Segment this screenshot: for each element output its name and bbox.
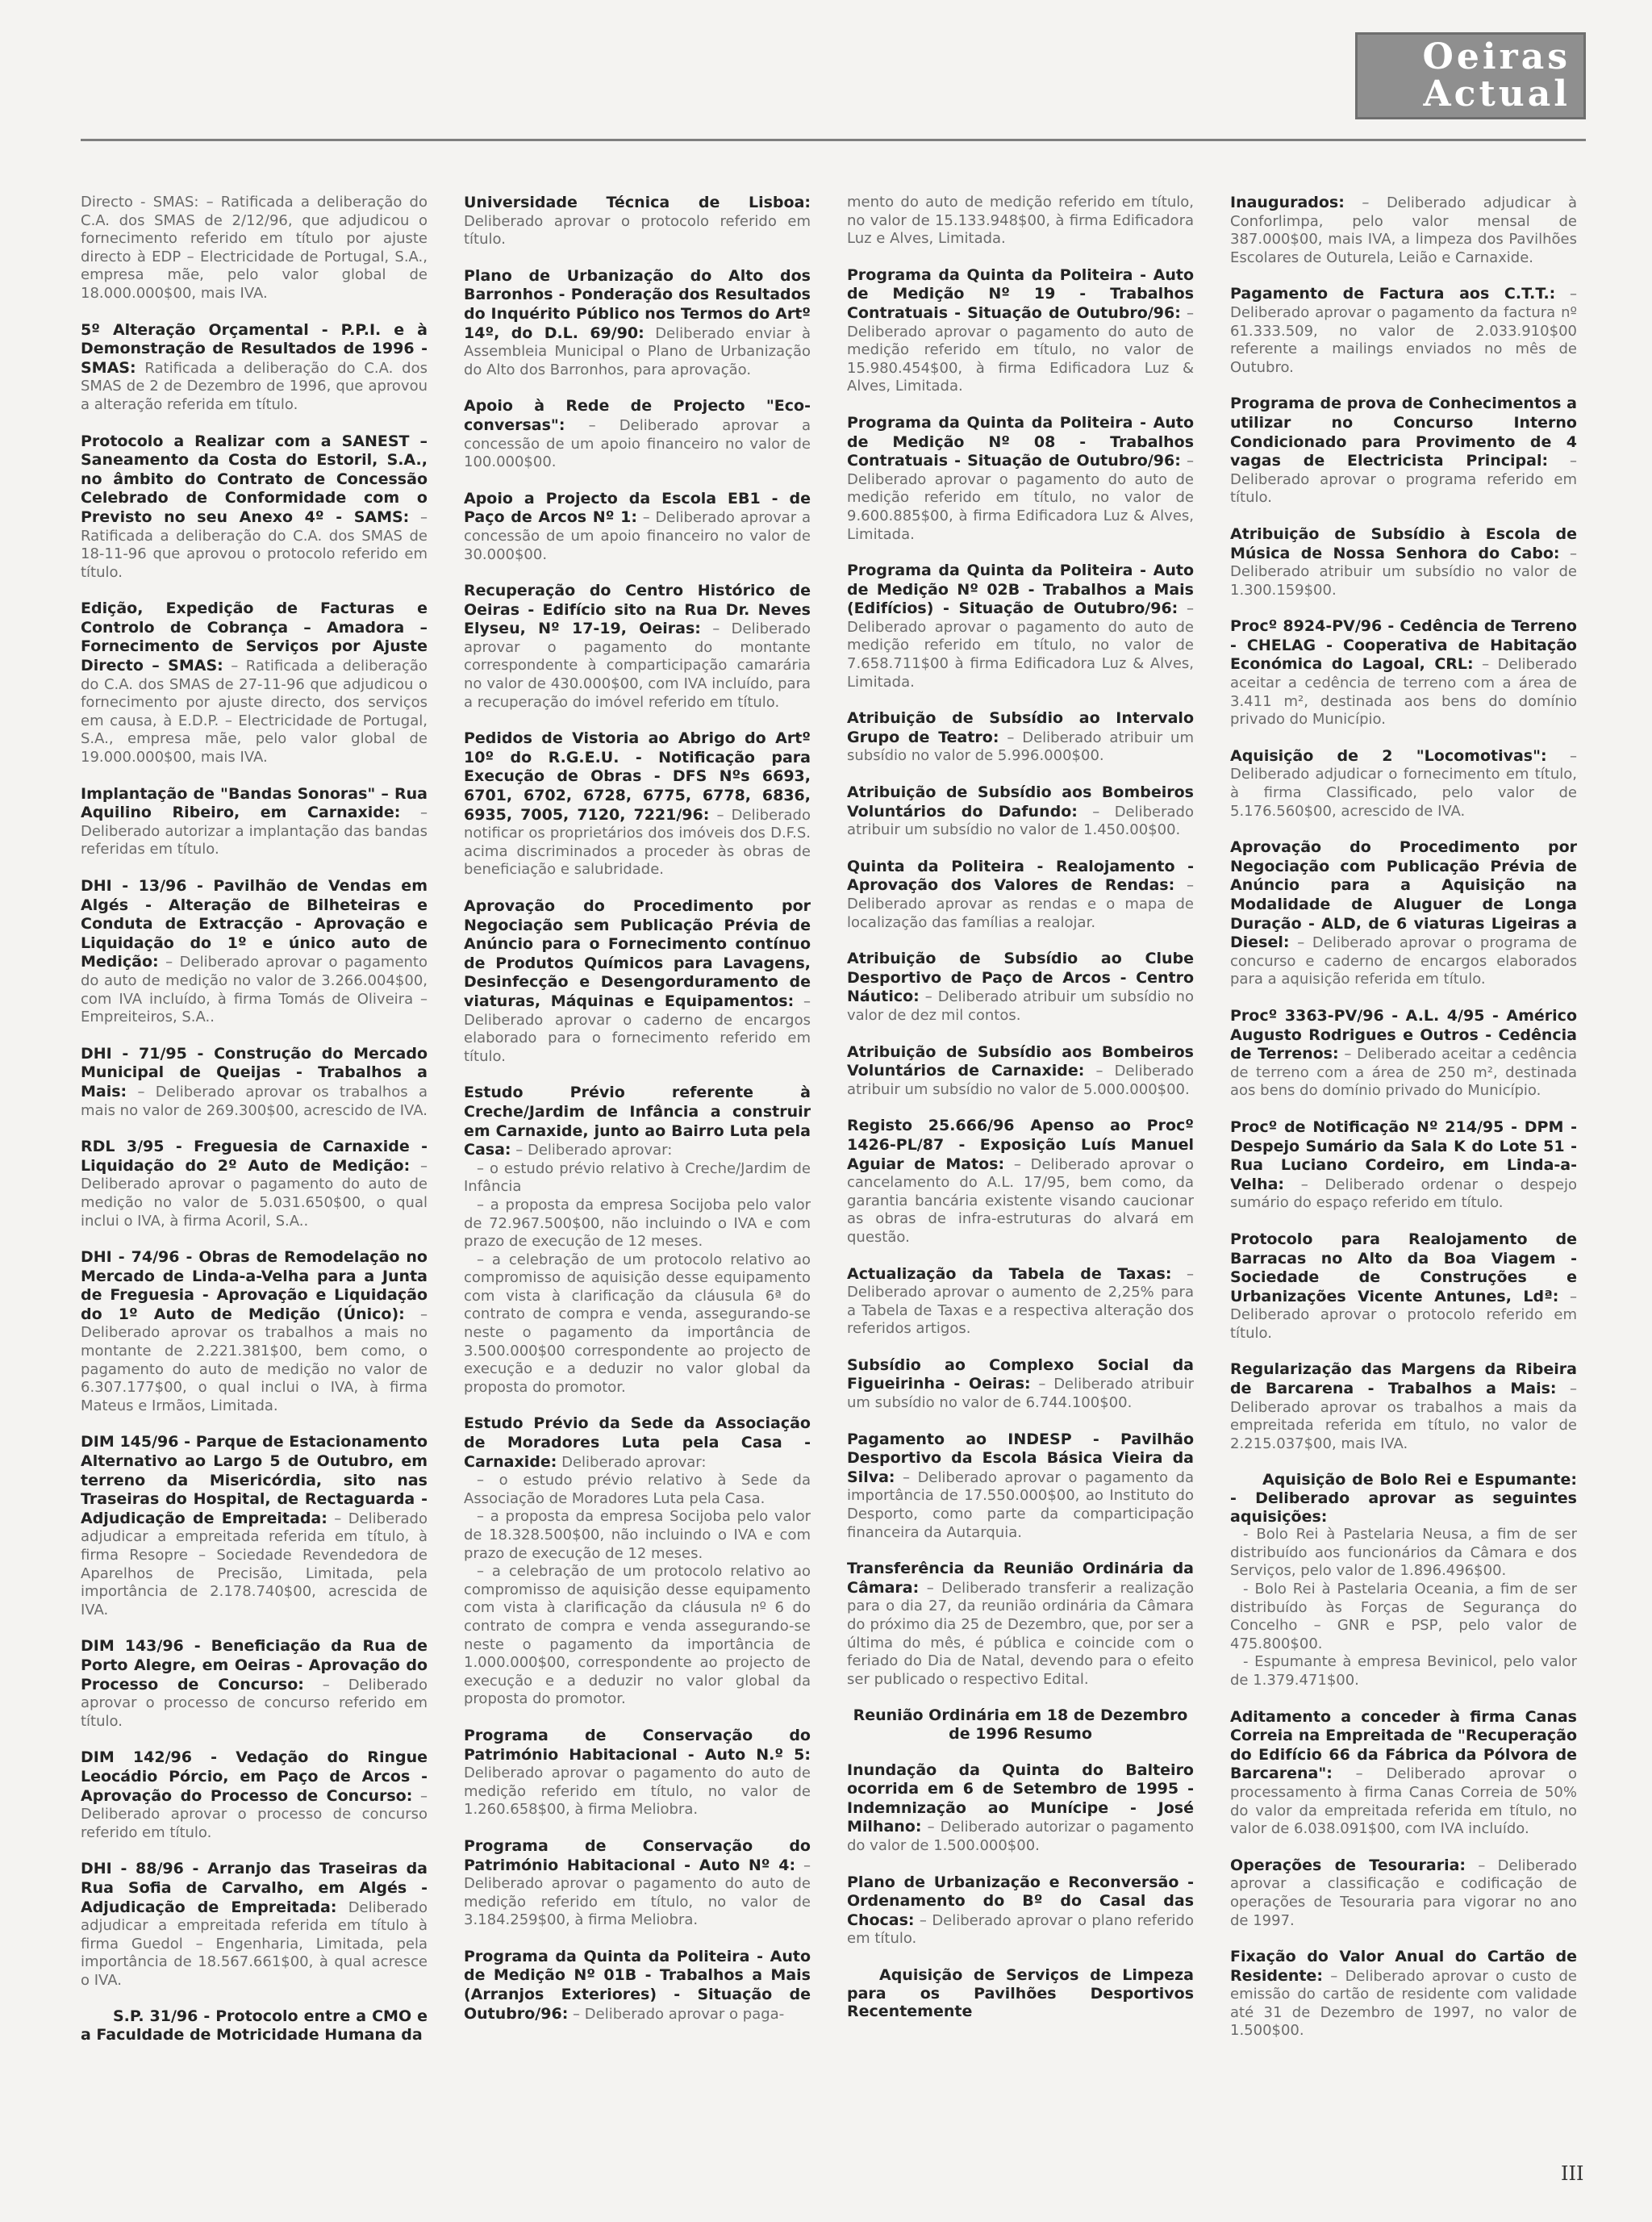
resolution-heading: DHI - 74/96 - Obras de Remodelação no Mercado de Linda-a-Velha para a Junta de Freguesia - Aprovação e Liquidação do 1º Auto de Medição (Único):	[81, 1248, 428, 1323]
resolution-entry	[847, 858, 1194, 932]
resolution-body: – Deliberado aprovar os trabalhos a mais no montante de 2.221.381$00, bem como, o pagamento do auto de medição no valor de 6.307.177$00, o qual inclui o IVA, à firma Mateus e Irmãos, Limitada.	[81, 1305, 428, 1414]
resolution-body: – Deliberado autorizar o pagamento do valor de 1.500.000$00.	[847, 1819, 1194, 1854]
resolution-heading: Inaugurados:	[1230, 194, 1345, 211]
resolution-heading: DHI - 71/95 - Construção do Mercado Municipal de Queijas - Trabalhos a Mais:	[81, 1044, 428, 1101]
resolution-body: – Deliberado adjudicar o fornecimento em título, à firma Classificado, pelo valor de 5.176.560$00, acrescido de IVA.	[1230, 747, 1577, 820]
resolution-body: – Ratificada a deliberação do C.A. dos SMAS de 27-11-96 que adjudicou o fornecimento por ajuste directo, dos serviços em causa, à E.D.P. – Electricidade de Portugal, S.A., empresa mãe, pelo valor global de 19.000.000$00, mais IVA.	[81, 658, 428, 766]
column-3	[847, 194, 1194, 2114]
resolution-entry	[464, 267, 811, 380]
resolution-heading: Aquisição de Serviços de Limpeza para os Pavilhões Desportivos Recentemente	[847, 1965, 1194, 2021]
resolution-entry	[1230, 1118, 1577, 1213]
resolution-body: – Deliberado aprovar o pagamento do auto de medição no valor de 3.266.004$00, com IVA incluído, à firma Tomás de Oliveira – Empreiteiros, S.A..	[81, 954, 428, 1026]
resolution-heading: Aprovação do Procedimento por Negociação sem Publicação Prévia de Anúncio para o Fornecimento contínuo de Produtos Químicos para Lavagens, Desinfecção e Desengorduramento de viaturas, Máquinas e Equipamentos:	[464, 897, 811, 1010]
resolution-heading: Actualização da Tabela de Taxas:	[847, 1264, 1172, 1283]
resolution-heading: DIM 142/96 - Vedação do Ringue Leocádio Pórcio, em Paço de Arcos - Aprovação do Processo de Concurso:	[81, 1748, 428, 1805]
resolution-entry	[1230, 1471, 1577, 1689]
resolution-heading: Reunião Ordinária em 18 de Dezembro de 1996 Resumo	[853, 1706, 1188, 1743]
header-rule	[81, 139, 1586, 141]
resolution-heading: Registo 25.666/96 Apenso ao Procº 1426-PL/87 - Exposição Luís Manuel Aguiar de Matos:	[847, 1117, 1194, 1173]
resolution-heading: Procº 8924-PV/96 - Cedência de Terreno - CHELAG - Cooperativa de Habitação Económica do Lagoal, CRL:	[1230, 617, 1577, 674]
resolution-entry	[464, 490, 811, 564]
resolution-entry	[464, 1084, 811, 1397]
resolution-entry	[847, 1356, 1194, 1413]
resolution-body: – Deliberado aprovar o cancelamento do A.L. 17/95, bem como, da garantia bancária existente visando caucionar as obras de infra-estruturas do alvará em questão.	[847, 1155, 1194, 1246]
resolution-entry	[464, 397, 811, 471]
resolution-entry	[81, 1748, 428, 1842]
resolution-entry	[464, 194, 811, 249]
oeiras-actual-logo	[1355, 32, 1586, 119]
resolution-entry	[464, 1837, 811, 1930]
resolution-body: – Deliberado aprovar:	[515, 1142, 673, 1159]
resolution-heading: Programa da Quinta da Politeira - Auto de Medição Nº 01B - Trabalhos a Mais (Arranjos Exteriores) - Situação de Outubro/96:	[464, 1947, 811, 2023]
resolution-body: Deliberado adjudicar a empreitada referida em título à firma Guedol – Engenharia, Limitada, pela importância de 18.567.661$00, à qual acresce o IVA.	[81, 1898, 428, 1989]
resolution-body: – Deliberado atribuir um subsídio no valor de 1.450.00$00.	[847, 803, 1194, 839]
resolution-heading: Pagamento de Factura aos C.T.T.:	[1230, 285, 1556, 303]
resolution-entry	[847, 266, 1194, 396]
resolution-item: – o estudo prévio relativo à Creche/Jardim de Infância	[464, 1159, 811, 1196]
resolution-entry	[81, 1045, 428, 1120]
resolution-body: – Deliberado aprovar o plano referido em título.	[847, 1911, 1194, 1948]
column-4	[1230, 194, 1577, 2114]
column-1	[81, 194, 428, 2114]
resolution-heading: Programa de Conservação do Património Habitacional - Auto Nº 4:	[464, 1836, 811, 1874]
resolution-heading: Transferência da Reunião Ordinária da Câmara:	[847, 1560, 1194, 1597]
resolution-heading: Subsídio ao Complexo Social da Figueirinha - Oeiras:	[847, 1355, 1194, 1393]
resolution-body: – Deliberado aprovar o programa de concurso e caderno de encargos elaborados para a aquisição referida em título.	[1230, 934, 1577, 988]
resolution-entry	[464, 1414, 811, 1709]
resolution-body: – Deliberado aprovar o pagamento do auto de medição referido em título, no valor de 9.600.885$00, à firma Edificadora Luz & Alves, Limitada.	[847, 453, 1194, 543]
resolution-body: – Deliberado aprovar o pagamento do auto de medição referido em título, no valor de 7.658.711$00 à firma Edificadora Luz & Alves, Limitada.	[847, 600, 1194, 691]
resolution-entry	[1230, 1857, 1577, 1930]
resolution-entry	[81, 194, 428, 303]
resolution-entry	[464, 897, 811, 1066]
resolution-body: – Deliberado autorizar a implantação das bandas referidas em título.	[81, 804, 428, 858]
resolution-heading: Aditamento a conceder à firma Canas Correia na Empreitada de "Recuperação do Edifício 66 da Fábrica da Pólvora de Barcarena":	[1230, 1707, 1577, 1783]
resolution-entry	[847, 414, 1194, 544]
resolution-heading: Protocolo a Realizar com a SANEST – Saneamento da Costa do Estoril, S.A., no âmbito do Contrato de Concessão Celebrado de Conformidade com o Previsto no seu Anexo 4º - SAMS:	[81, 432, 428, 526]
resolution-body: – Deliberado atribuir um subsídio no valor de 6.744.100$00.	[847, 1376, 1194, 1412]
resolution-body: Directo - SMAS: – Ratificada a deliberação do C.A. dos SMAS de 2/12/96, que adjudicou o fornecimento referido em título por ajuste directo à EDP – Electricidade de Portugal, S.A., empresa mãe, pelo valor global de 18.000.000$00, mais IVA.	[81, 194, 428, 302]
resolution-body: – Deliberado aprovar o custo de emissão do cartão de residente com validade até 31 de Dezembro de 1997, no valor de 1.500$00.	[1230, 1967, 1577, 2040]
resolution-body: – Deliberado aprovar o aumento de 2,25% para a Tabela de Taxas e a respectiva alteração dos referidos artigos.	[847, 1265, 1194, 1338]
resolution-heading: Inundação da Quinta do Balteiro ocorrida em 6 de Setembro de 1995 - Indemnização ao Munícipe - José Milhano:	[847, 1760, 1194, 1836]
resolution-entry	[1230, 1708, 1577, 1839]
resolution-body: – Deliberado ordenar o despejo sumário do espaço referido em título.	[1230, 1176, 1577, 1212]
resolution-entry	[847, 1117, 1194, 1247]
resolution-body: Ratificada a deliberação do C.A. dos SMAS de 2 de Dezembro de 1996, que aprovou a alteração referida em título.	[81, 359, 428, 413]
resolution-item: - Espumante à empresa Bevinicol, pelo valor de 1.379.471$00.	[1230, 1653, 1577, 1689]
resolution-entry	[81, 1138, 428, 1230]
resolution-heading: Estudo Prévio da Sede da Associação de Moradores Luta pela Casa - Carnaxide:	[464, 1414, 811, 1471]
resolution-heading: Programa de Conservação do Património Habitacional - Auto N.º 5:	[464, 1726, 811, 1764]
resolution-body: – Deliberado aprovar a concessão de um apoio financeiro no valor de 100.000$00.	[464, 416, 811, 471]
resolution-body: – Deliberado aprovar o pagamento do auto de medição referido em título, no valor de 3.184.259$00, à firma Meliobra.	[464, 1857, 811, 1929]
resolution-heading: Procº de Notificação Nº 214/95 - DPM - Despejo Sumário da Sala K do Lote 51 - Rua Luciano Cordeiro, em Linda-a-Velha:	[1230, 1117, 1577, 1193]
resolution-heading: Apoio a Projecto da Escola EB1 - de Paço de Arcos Nº 1:	[464, 489, 811, 527]
resolution-heading: Quinta da Politeira - Realojamento - Aprovação dos Valores de Rendas:	[847, 857, 1194, 895]
resolution-entry	[847, 1265, 1194, 1339]
resolution-item: - Bolo Rei à Pastelaria Neusa, a fim de ser distribuído aos funcionários da Câmara e dos Serviços, pelo valor de 1.896.496$00.	[1230, 1526, 1577, 1580]
logo-line-1: Oeiras	[1422, 36, 1571, 77]
resolution-entry	[81, 877, 428, 1027]
resolution-entry	[847, 1706, 1194, 1743]
resolution-heading: Atribuição de Subsídio ao Intervalo Grupo de Teatro:	[847, 709, 1194, 746]
resolution-body: – Deliberado atribuir um subsídio no valor de 5.996.000$00.	[847, 729, 1194, 765]
page-number: III	[1561, 2162, 1584, 2185]
resolution-heading: Programa da Quinta da Politeira - Auto de Medição Nº 02B - Trabalhos a Mais (Edifícios) - Situação de Outubro/96:	[847, 562, 1194, 618]
resolution-entry	[81, 1248, 428, 1415]
resolution-entry	[81, 2007, 428, 2044]
resolution-body: – Deliberado aprovar o pagamento do auto de medição referido em título, no valor de 15.980.454$00, à firma Edificadora Luz & Alves, Limitada.	[847, 304, 1194, 395]
resolution-item: – a proposta da empresa Socijoba pelo valor de 72.967.500$00, não incluindo o IVA e com prazo de execução de 12 meses.	[464, 1196, 811, 1251]
resolution-entry	[847, 194, 1194, 249]
resolution-heading: Edição, Expedição de Facturas e Controlo de Cobrança – Amadora – Fornecimento de Serviços por Ajuste Directo – SMAS:	[81, 599, 428, 675]
resolution-heading: Implantação de "Bandas Sonoras" – Rua Aquilino Ribeiro, em Carnaxide:	[81, 784, 428, 822]
resolution-heading: Pagamento ao INDESP - Pavilhão Desportivo da Escola Básica Vieira da Silva:	[847, 1430, 1194, 1486]
resolution-body: – Deliberado adjudicar à Conforlimpa, pelo valor mensal de 387.000$00, mais IVA, a limpeza dos Pavilhões Escolares de Outurela, Leião e Carnaxide.	[1230, 194, 1577, 266]
resolution-body: – Deliberado notificar os proprietários dos imóveis dos D.F.S. acima discriminados a proceder às obras de beneficiação e salubridade.	[464, 806, 811, 879]
resolution-body: – Deliberado atribuir um subsídio no valor de 5.000.000$00.	[847, 1063, 1194, 1098]
resolution-heading: Recuperação do Centro Histórico de Oeiras - Edifício sito na Rua Dr. Neves Elyseu, Nº 17-19, Oeiras:	[464, 582, 811, 638]
resolution-body: – Deliberado aprovar o protocolo referido em título.	[1230, 1288, 1577, 1342]
resolution-entry	[464, 582, 811, 712]
resolution-heading: DHI - 13/96 - Pavilhão de Vendas em Algés - Alteração de Bilheteiras e Conduta de Extracção - Aprovação e Liquidação do 1º e único auto de Medição:	[81, 877, 428, 971]
resolution-body: – Deliberado aprovar a classificação e codificação de operações de Tesouraria para vigorar no ano de 1997.	[1230, 1857, 1577, 1929]
resolution-entry	[81, 1860, 428, 1990]
article-columns	[81, 194, 1586, 2114]
resolution-heading: RDL 3/95 - Freguesia de Carnaxide - Liquidação do 2º Auto de Medição:	[81, 1138, 428, 1175]
resolution-heading: DHI - 88/96 - Arranjo das Traseiras da Rua Sofia de Carvalho, em Algés - Adjudicação de Empreitada:	[81, 1860, 428, 1916]
resolution-body: – Deliberado aprovar os trabalhos a mais no valor de 269.300$00, acrescido de IVA.	[81, 1083, 428, 1119]
resolution-heading: Aprovação do Procedimento por Negociação com Publicação Prévia de Anúncio para a Aquisição na Modalidade de Aluguer de Longa Duração - ALD, de 6 viaturas Ligeiras a Diesel:	[1230, 838, 1577, 952]
resolution-entry	[847, 1431, 1194, 1543]
resolution-entry	[1230, 1230, 1577, 1343]
resolution-entry	[81, 599, 428, 766]
resolution-item: – a celebração de um protocolo relativo ao compromisso de aquisição desse equipamento com vista à clarificação da cláusula 6ª do contrato de compra e venda, assegurando-se neste o pagamento da importância de 3.500.000$00 correspondente ao projecto de execução e a deduzir no valor global da proposta do promotor.	[464, 1251, 811, 1396]
resolution-heading: Protocolo para Realojamento de Barracas no Alto da Boa Viagem - Sociedade de Construções e Urbanizações Vicente Antunes, Ldª:	[1230, 1230, 1577, 1305]
resolution-heading: Estudo Prévio referente à Creche/Jardim de Infância a construir em Carnaxide, junto ao Bairro Luta pela Casa:	[464, 1084, 811, 1159]
resolution-heading: Atribuição de Subsídio à Escola de Música de Nossa Senhora do Cabo:	[1230, 524, 1577, 562]
logo-line-2: Actual	[1423, 73, 1571, 115]
resolution-body: – Deliberado aprovar o processamento à firma Canas Correia de 50% do valor da empreitada referida em título, no valor de 6.038.091$00, com IVA incluído.	[1230, 1765, 1577, 1838]
resolution-entry	[1230, 1948, 1577, 2040]
resolution-body: – Deliberado aprovar os trabalhos a mais da empreitada referida em título, no valor de 2.215.037$00, mais IVA.	[1230, 1380, 1577, 1452]
resolution-body: – Deliberado aprovar o pagamento da importância de 17.550.000$00, ao Instituto do Desporto, como parte da comparticipação financeira da Autarquia.	[847, 1468, 1194, 1541]
resolution-heading: Plano de Urbanização do Alto dos Barronhos - Ponderação dos Resultados do Inquérito Público nos Termos do Artº 14º, do D.L. 69/90:	[464, 266, 811, 342]
resolution-entry	[81, 785, 428, 859]
resolution-body: Deliberado aprovar:	[561, 1453, 707, 1471]
resolution-heading: Apoio à Rede de Projecto "Eco-conversas":	[464, 397, 811, 434]
resolution-body: Deliberado enviar à Assembleia Municipal o Plano de Urbanização do Alto dos Barronhos, para aprovação.	[464, 324, 811, 378]
resolution-heading: Aquisição de 2 "Locomotivas":	[1230, 746, 1547, 765]
resolution-entry	[81, 321, 428, 415]
resolution-entry	[1230, 395, 1577, 507]
resolution-entry	[1230, 617, 1577, 729]
resolution-entry	[847, 1560, 1194, 1689]
resolution-entry	[81, 1637, 428, 1731]
resolution-heading: DIM 143/96 - Beneficiação da Rua de Porto Alegre, em Oeiras - Aprovação do Processo de Concurso:	[81, 1637, 428, 1694]
resolution-body: – Deliberado aprovar a concessão de um apoio financeiro no valor de 30.000$00.	[464, 509, 811, 563]
resolution-body: – Deliberado atribuir um subsídio no valor de dez mil contos.	[847, 988, 1194, 1024]
resolution-heading: Regularização das Margens da Ribeira de Barcarena - Trabalhos a Mais:	[1230, 1360, 1577, 1398]
resolution-entry	[1230, 1360, 1577, 1453]
resolution-entry	[81, 432, 428, 583]
resolution-heading: Pedidos de Vistoria ao Abrigo do Artº 10º do R.G.E.U. - Notificação para Execução de Obras - DFS Nºs 6693, 6701, 6702, 6728, 6775, 6778, 6836, 6935, 7005, 7120, 7221/96:	[464, 729, 811, 824]
resolution-body: – Ratificada a deliberação do C.A. dos SMAS de 18-11-96 que aprovou o protocolo referido em título.	[81, 508, 428, 581]
resolution-heading: Operações de Tesouraria:	[1230, 1856, 1466, 1874]
resolution-body: – Deliberado aprovar o pagamento do montante correspondente à comparticipação camarária no valor de 430.000$00, com IVA incluído, para a recuperação do imóvel referido em título.	[464, 620, 811, 711]
resolution-entry	[1230, 838, 1577, 989]
resolution-heading: Aquisição de Bolo Rei e Espumante: - Deliberado aprovar as seguintes aquisições:	[1230, 1471, 1577, 1526]
resolution-heading: 5º Alteração Orçamental - P.P.I. e à Demonstração de Resultados de 1996 - SMAS:	[81, 320, 428, 377]
resolution-heading: Procº 3363-PV/96 - A.L. 4/95 - Américo Augusto Rodrigues e Outros - Cedência de Terrenos:	[1230, 1006, 1577, 1063]
resolution-body: – Deliberado aprovar o pagamento do auto de medição no valor de 5.031.650$00, o qual inclui o IVA, à firma Acoril, S.A..	[81, 1157, 428, 1230]
resolution-body: – Deliberado aprovar o pagamento da factura nº 61.333.509, no valor de 2.033.910$00 referente a mailings enviados no mês de Outubro.	[1230, 286, 1577, 376]
resolution-entry	[847, 1966, 1194, 2021]
resolution-entry	[81, 1433, 428, 1619]
resolution-entry	[847, 950, 1194, 1025]
resolution-heading: Atribuição de Subsídio aos Bombeiros Voluntários de Carnaxide:	[847, 1042, 1194, 1080]
resolution-heading: Universidade Técnica de Lisboa:	[464, 194, 811, 211]
resolution-body: – Deliberado aprovar o caderno de encargos elaborado para o fornecimento referido em título.	[464, 992, 811, 1065]
resolution-body: – Deliberado atribuir um subsídio no valor de 1.300.159$00.	[1230, 545, 1577, 599]
resolution-heading: DIM 145/96 - Parque de Estacionamento Alternativo ao Largo 5 de Outubro, em terreno da Misericórdia, sito nas Traseiras do Hospital, de Rectaguarda - Adjudicação de Empreitada:	[81, 1433, 428, 1527]
resolution-body: – Deliberado aceitar a cedência de terreno com a área de 250 m², destinada aos bens do domínio privado do Município.	[1230, 1046, 1577, 1100]
resolution-body: – Deliberado transferir a realização para o dia 27, da reunião ordinária da Câmara do próximo dia 25 de Dezembro, que, por ser a última do mês, é pública e coincide com o feriado do Dia de Natal, devendo para o efeito ser publicado o respectivo Edital.	[847, 1579, 1194, 1688]
resolution-body: – Deliberado aprovar o processo de concurso referido em título.	[81, 1676, 428, 1730]
resolution-entry	[847, 709, 1194, 766]
resolution-entry	[1230, 285, 1577, 377]
resolution-heading: Programa da Quinta da Politeira - Auto de Medição Nº 08 - Trabalhos Contratuais - Situação de Outubro/96:	[847, 413, 1194, 470]
resolution-item: – o estudo prévio relativo à Sede da Associação de Moradores Luta pela Casa.	[464, 1472, 811, 1507]
resolution-item: – a proposta da empresa Socijoba pelo valor de 18.328.500$00, não incluindo o IVA e com prazo de execução de 12 meses.	[464, 1508, 811, 1562]
resolution-entry	[1230, 525, 1577, 599]
resolution-entry	[1230, 747, 1577, 821]
resolution-body: Deliberado aprovar o protocolo referido em título.	[464, 212, 811, 249]
resolution-item: – a celebração de um protocolo relativo ao compromisso de aquisição desse equipamento com vista à clarificação da cláusula nº 6 do contrato de compra e venda assegurando-se neste o pagamento da importância de 1.000.000$00, correspondente ao projecto de execução e a deduzir no valor global da proposta do promotor.	[464, 1563, 811, 1708]
resolution-entry	[464, 729, 811, 879]
resolution-heading: Fixação do Valor Anual do Cartão de Residente:	[1230, 1948, 1577, 1985]
resolution-body: – Deliberado adjudicar a empreitada referida em título, à firma Resopre – Sociedade Revendedora de Aparelhos de Precisão, Limitada, pela importância de 2.178.740$00, acrescida de IVA.	[81, 1510, 428, 1618]
resolution-body: mento do auto de medição referido em título, no valor de 15.133.948$00, à firma Edificadora Luz e Alves, Limitada.	[847, 194, 1194, 248]
resolution-body: – Deliberado aprovar o paga-	[573, 2005, 785, 2023]
resolution-entry	[1230, 1007, 1577, 1101]
resolution-entry	[1230, 194, 1577, 267]
resolution-body: – Deliberado aceitar a cedência de terreno com a área de 3.411 m², destinada aos bens do domínio privado do Município.	[1230, 656, 1577, 729]
resolution-heading: Plano de Urbanização e Reconversão - Ordenamento do Bº do Casal das Chocas:	[847, 1873, 1194, 1929]
resolution-heading: Atribuição de Subsídio ao Clube Desportivo de Paço de Arcos - Centro Náutico:	[847, 950, 1194, 1006]
resolution-heading: Programa de prova de Conhecimentos a utilizar no Concurso Interno Condicionado para Provimento de 4 vagas de Electricista Principal:	[1230, 395, 1577, 470]
resolution-heading: Atribuição de Subsídio aos Bombeiros Voluntários do Dafundo:	[847, 783, 1194, 821]
resolution-entry	[847, 1873, 1194, 1948]
resolution-heading: Programa da Quinta da Politeira - Auto de Medição Nº 19 - Trabalhos Contratuais - Situação de Outubro/96:	[847, 265, 1194, 322]
resolution-item: - Bolo Rei à Pastelaria Oceania, a fim de ser distribuído às Forças de Segurança do Concelho – GNR e PSP, pelo valor de 475.800$00.	[1230, 1581, 1577, 1652]
resolution-body: – Deliberado aprovar o programa referido em título.	[1230, 453, 1577, 507]
resolution-entry	[847, 562, 1194, 691]
column-2	[464, 194, 811, 2114]
resolution-body: – Deliberado aprovar as rendas e o mapa de localização das famílias a realojar.	[847, 877, 1194, 931]
resolution-body: – Deliberado aprovar o processo de concurso referido em título.	[81, 1787, 428, 1841]
resolution-entry	[464, 1727, 811, 1819]
resolution-entry	[847, 1761, 1194, 1856]
resolution-entry	[847, 1043, 1194, 1100]
resolution-body: Deliberado aprovar o pagamento do auto de medição referido em título, no valor de 1.260.658$00, à firma Meliobra.	[464, 1765, 811, 1819]
resolution-entry	[464, 1948, 811, 2024]
resolution-heading: S.P. 31/96 - Protocolo entre a CMO e a Faculdade de Motricidade Humana da	[81, 2007, 428, 2044]
resolution-entry	[847, 783, 1194, 840]
